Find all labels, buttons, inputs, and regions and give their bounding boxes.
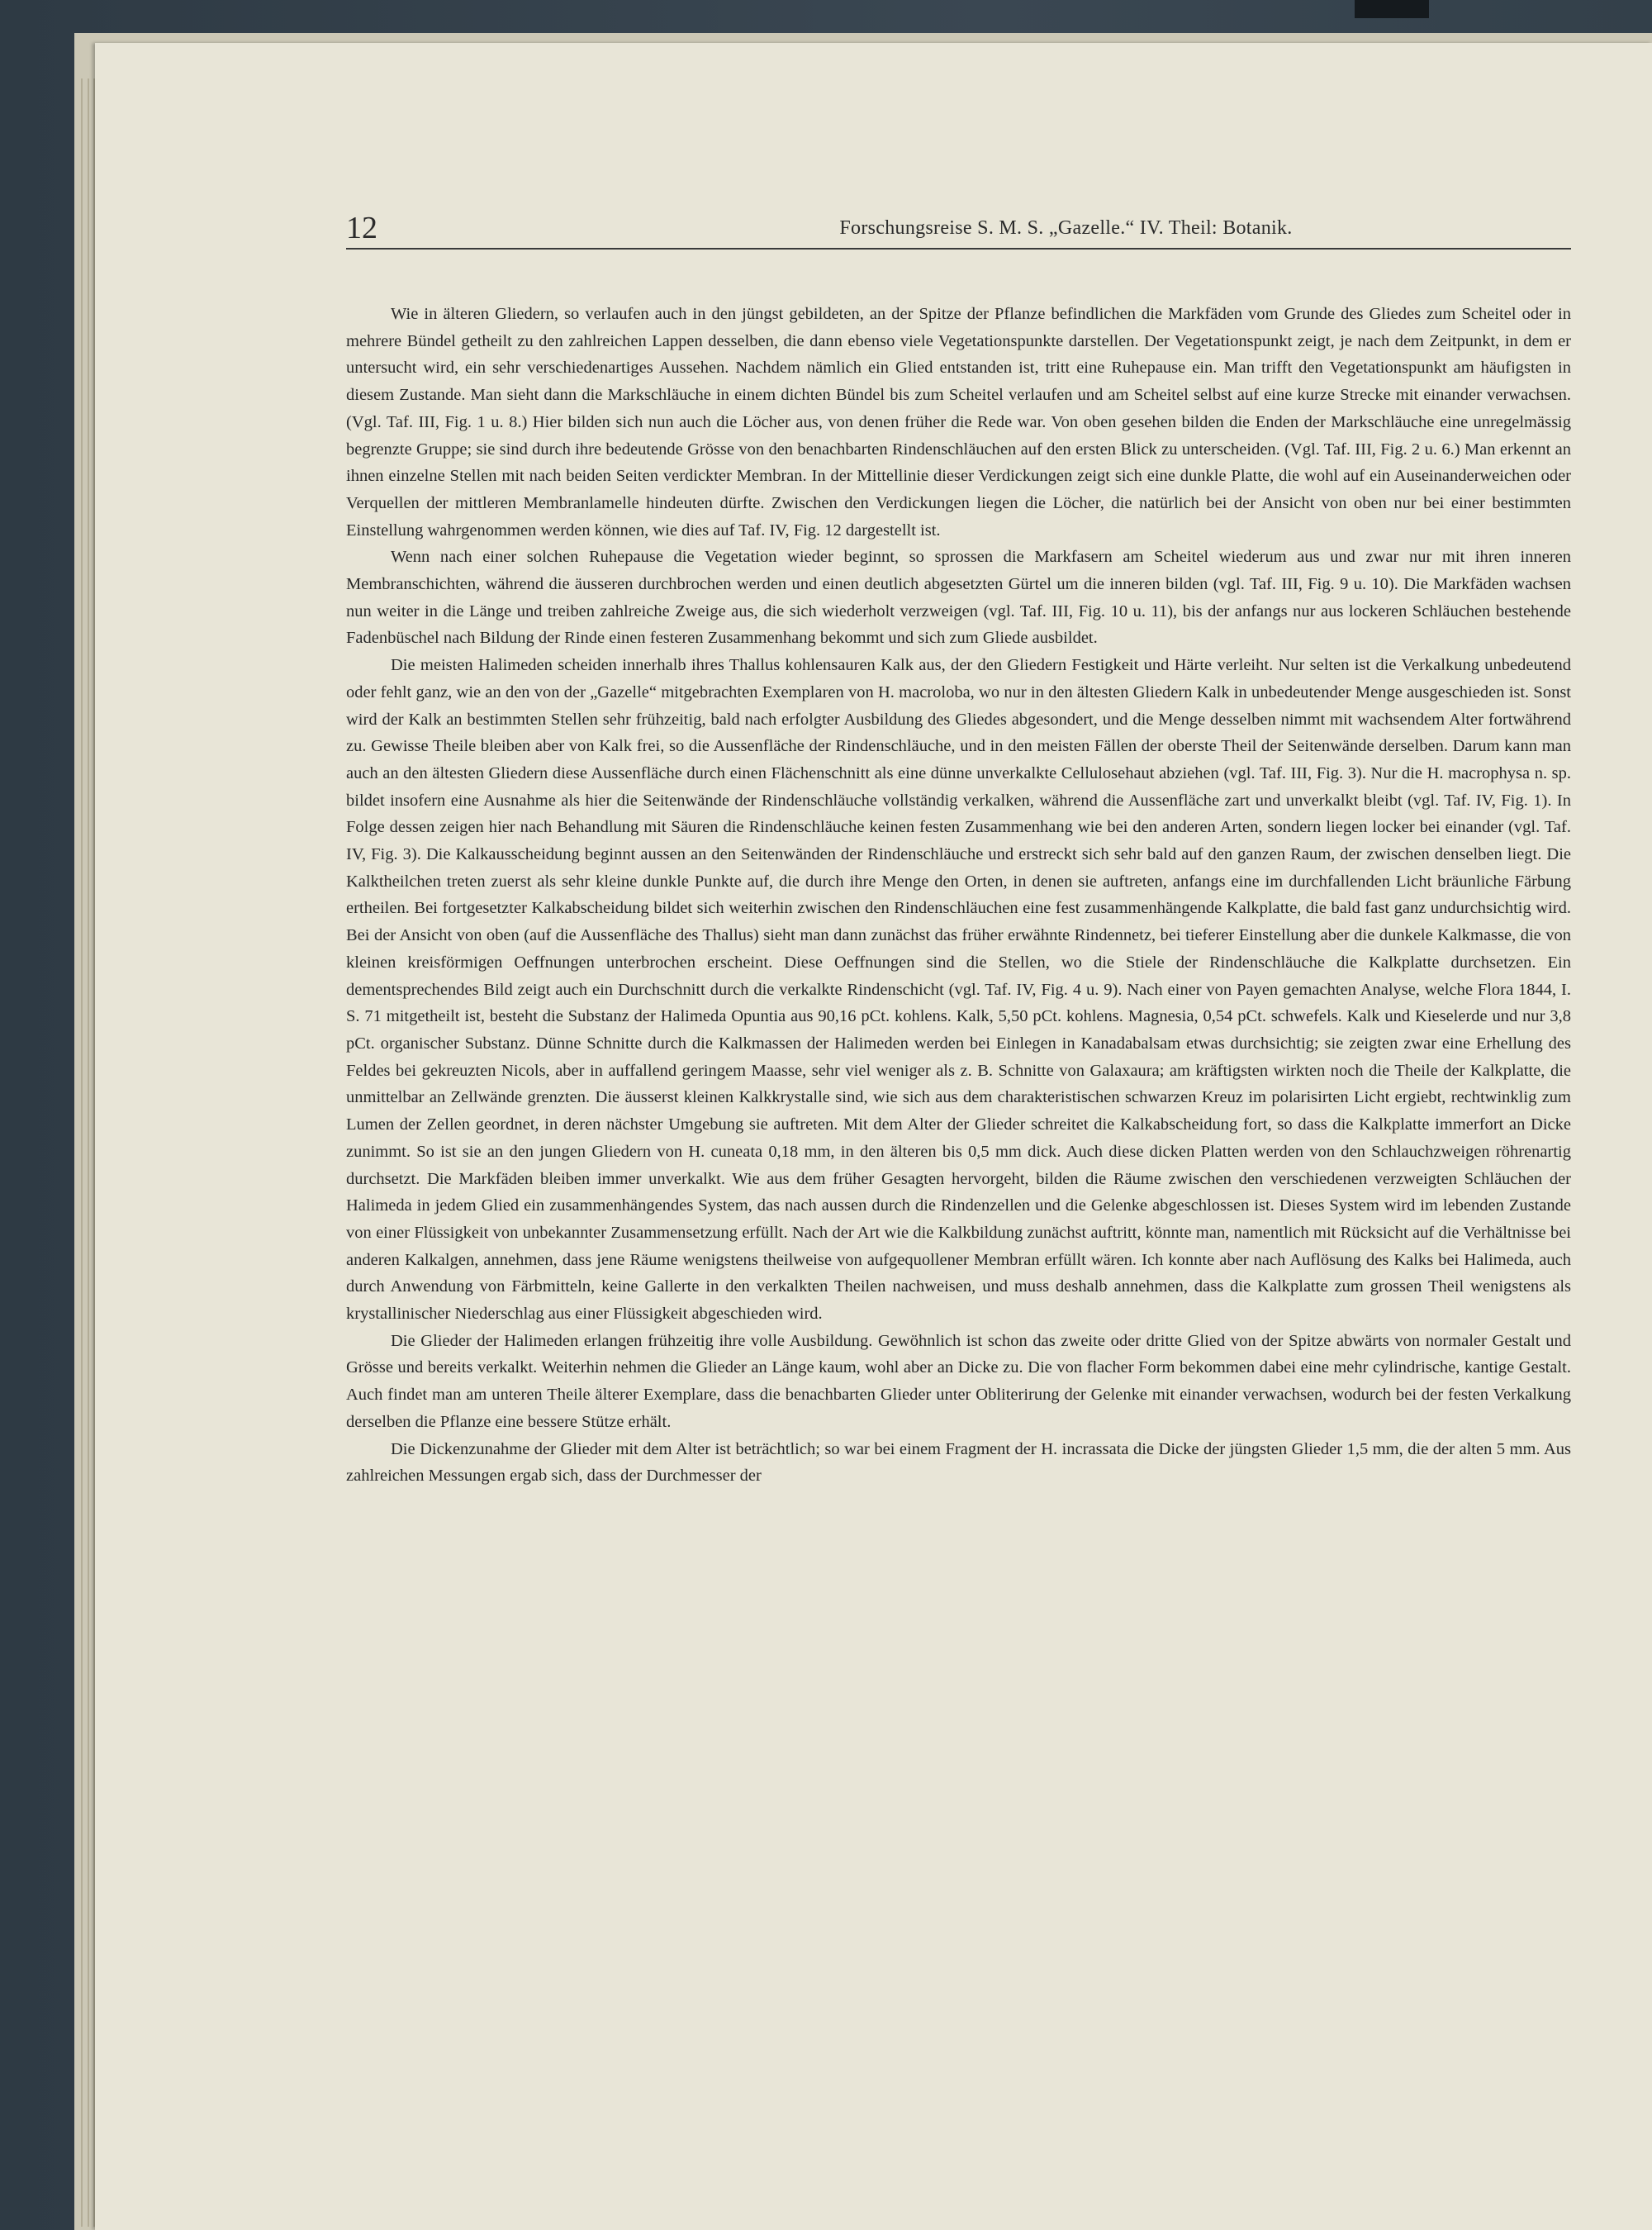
page-edge-line bbox=[81, 78, 83, 2227]
paragraph: Wenn nach einer solchen Ruhepause die Vegetation wieder beginnt, so sprossen die Markfasern am Scheitel wiederum aus und zwar nur mit ihren inneren Membranschichten, während die äusseren durchbrochen werden und einen deutlich abgesetzten Gürtel um die inneren bilden (vgl. Taf. III, Fig. 9 u. 10). Die Markfäden wachsen nun weiter in die Länge und treiben zahlreiche Zweige aus, die sich wiederholt verzweigen (vgl. Taf. III, Fig. 10 u. 11), bis der anfangs nur aus lockeren Schläuchen bestehende Fadenbüschel nach Bildung der Rinde einen festeren Zusammenhang bekommt und sich zum Gliede ausbildet. bbox=[346, 548, 1571, 648]
page-edge-line bbox=[88, 78, 89, 2227]
body-text bbox=[346, 301, 1571, 1490]
page-number: 12 bbox=[346, 211, 377, 245]
cover-tab bbox=[1355, 0, 1429, 18]
paragraph: Die Glieder der Halimeden erlangen frühzeitig ihre volle Ausbildung. Gewöhnlich ist schon das zweite oder dritte Glied von der Spitze abwärts von normaler Gestalt und Grösse und bereits verkalkt. Weiterhin nehmen die Glieder an Länge kaum, wohl aber an Dicke zu. Die von flacher Form bekommen dabei eine mehr cylindrische, kantige Gestalt. Auch findet man am unteren Theile älterer Exemplare, dass die benachbarten Glieder unter Obliterirung der Gelenke mit einander verwachsen, wodurch bei der festen Verkalkung derselben die Pflanze eine bessere Stütze erhält. bbox=[346, 1331, 1571, 1431]
page-header bbox=[346, 208, 1571, 250]
paragraph: Die Dickenzunahme der Glieder mit dem Alter ist beträchtlich; so war bei einem Fragment der H. incrassata die Dicke der jüngsten Glieder 1,5 mm, die der alten 5 mm. Aus zahlreichen Messungen ergab sich, dass der Durchmesser der bbox=[346, 1439, 1571, 1486]
running-title: Forschungsreise S. M. S. „Gazelle.“ IV. Theil: Botanik. bbox=[839, 217, 1293, 239]
paragraph: Wie in älteren Gliedern, so verlaufen auch in den jüngst gebildeten, an der Spitze der Pflanze befindlichen die Markfäden vom Grunde des Gliedes zum Scheitel oder in mehrere Bündel getheilt zu den zahlreichen Lappen desselben, die dann ebenso viele Vegetationspunkte darstellen. Der Vegetationspunkt zeigt, je nach dem Zeitpunkt, in dem er untersucht wird, ein sehr verschiedenartiges Aussehen. Nachdem nämlich ein Glied entstanden ist, tritt eine Ruhepause ein. Man trifft den Vegetationspunkt am häufigsten in diesem Zustande. Man sieht dann die Markschläuche in einem dichten Bündel bis zum Scheitel verlaufen und am Scheitel selbst auf eine kurze Strecke mit einander verwachsen. (Vgl. Taf. III, Fig. 1 u. 8.) Hier bilden sich nun auch die Löcher aus, von denen früher die Rede war. Von oben gesehen bilden die Enden der Markschläuche eine unregelmässig begrenzte Gruppe; sie sind durch ihre bedeutende Grösse von den benachbarten Rindenschläuchen auf den ersten Blick zu unterscheiden. (Vgl. Taf. III, Fig. 2 u. 6.) Man erkennt an ihnen einzelne Stellen mit nach beiden Seiten verdickter Membran. In der Mittellinie dieser Verdickungen zeigt sich eine dunkle Platte, die wohl auf ein Auseinanderweichen oder Verquellen der mittleren Membranlamelle hindeuten dürfte. Zwischen den Verdickungen liegen die Löcher, die natürlich bei der Ansicht von oben nur bei einer bestimmten Einstellung wahrgenommen werden können, wie dies auf Taf. IV, Fig. 12 dargestellt ist. bbox=[346, 305, 1571, 540]
paragraph: Die meisten Halimeden scheiden innerhalb ihres Thallus kohlensauren Kalk aus, der den Gliedern Festigkeit und Härte verleiht. Nur selten ist die Verkalkung unbedeutend oder fehlt ganz, wie an den von der „Gazelle“ mitgebrachten Exemplaren von H. macroloba, wo nur in den ältesten Gliedern Kalk in unbedeutender Menge ausgeschieden ist. Sonst wird der Kalk an bestimmten Stellen sehr frühzeitig, bald nach erfolgter Ausbildung des Gliedes abgesondert, und die Menge desselben nimmt mit wachsendem Alter fortwährend zu. Gewisse Theile bleiben aber von Kalk frei, so die Aussenfläche der Rindenschläuche, und in den meisten Fällen der oberste Theil der Seitenwände derselben. Darum kann man auch an den ältesten Gliedern diese Aussenfläche durch einen Flächenschnitt als eine dünne unverkalkte Cellulosehaut abziehen (vgl. Taf. III, Fig. 3). Nur die H. macrophysa n. sp. bildet insofern eine Ausnahme als hier die Seitenwände der Rindenschläuche vollständig verkalken, während die Aussenfläche zart und unverkalkt bleibt (vgl. Taf. IV, Fig. 1). In Folge dessen zeigen hier nach Behandlung mit Säuren die Rindenschläuche keinen festen Zusammenhang wie bei den anderen Arten, sondern liegen locker bei einander (vgl. Taf. IV, Fig. 3). Die Kalkausscheidung beginnt aussen an den Seitenwänden der Rindenschläuche und erstreckt sich sehr bald auf den ganzen Raum, der zwischen denselben liegt. Die Kalktheilchen treten zuerst als sehr kleine dunkle Punkte auf, die durch ihre Menge den Orten, in denen sie auftreten, anfangs eine im durchfallenden Licht bräunliche Färbung ertheilen. Bei fortgesetzter Kalkabscheidung bildet sich weiterhin zwischen den Rindenschläuchen eine fest zusammenhängende Kalkplatte, die bald fast ganz undurchsichtig wird. Bei der Ansicht von oben (auf die Aussenfläche des Thallus) sieht man dann zunächst das früher erwähnte Rindennetz, bei tieferer Einstellung aber die dunkele Kalkmasse, die von kleinen kreisförmigen Oeffnungen unterbrochen erscheint. Diese Oeffnungen sind die Stellen, wo die Stiele der Rindenschläuche die Kalkplatte durchsetzen. Ein dementsprechendes Bild zeigt auch ein Durchschnitt durch die verkalkte Rindenschicht (vgl. Taf. IV, Fig. 4 u. 9). Nach einer von Payen gemachten Analyse, welche Flora 1844, I. S. 71 mitgetheilt ist, besteht die Substanz der Halimeda Opuntia aus 90,16 pCt. kohlens. Kalk, 5,50 pCt. kohlens. Magnesia, 0,54 pCt. schwefels. Kalk und Kieselerde und nur 3,8 pCt. organischer Substanz. Dünne Schnitte durch die Kalkmassen der Halimeden werden bei Einlegen in Kanadabalsam etwas durchsichtig; sie zeigten zwar eine Erhellung des Feldes bei gekreuzten Nicols, aber in auffallend geringem Maasse, sehr viel weniger als z. B. Schnitte von Galaxaura; am kräftigsten wirkten noch die Theile der Kalkplatte, die unmittelbar an Zellwände grenzten. Die äusserst kleinen Kalkkrystalle sind, wie sich aus dem charakteristischen schwarzen Kreuz im polarisirten Licht ergiebt, rechtwinklig zum Lumen der Zellen geordnet, in deren nächster Umgebung sie auftreten. Mit dem Alter der Glieder schreitet die Kalkabscheidung fort, so dass die Kalkplatte immerfort an Dicke zunimmt. So ist sie an den jungen Gliedern von H. cuneata 0,18 mm, in den älteren bis 0,5 mm dick. Auch diese dicken Platten werden von den Schlauchzweigen röhrenartig durchsetzt. Die Markfäden bleiben immer unverkalkt. Wie aus dem früher Gesagten hervorgeht, bilden die Räume zwischen den verschiedenen verzweigten Schläuchen der Halimeda in jedem Glied ein zusammenhängendes System, das nach aussen durch die Rindenzellen und die Gelenke abgeschlossen ist. Dieses System wird im lebenden Zustande von einer Flüssigkeit von unbekannter Zusammensetzung erfüllt. Nach der Art wie die Kalkbildung zunächst auftritt, könnte man, namentlich mit Rücksicht auf die Verhältnisse bei anderen Kalkalgen, annehmen, dass jene Räume wenigstens theilweise von aufgequollener Membran erfüllt wären. Ich konnte aber nach Auflösung des Kalks bei Halimeda, auch durch Anwendung von Färbmitteln, keine Gallerte in den verkalkten Theilen nachweisen, und muss deshalb annehmen, dass die Kalkplatte zum grossen Theil wenigstens als krystallinischer Niederschlag aus einer Flüssigkeit abgeschieden wird. bbox=[346, 656, 1571, 1324]
